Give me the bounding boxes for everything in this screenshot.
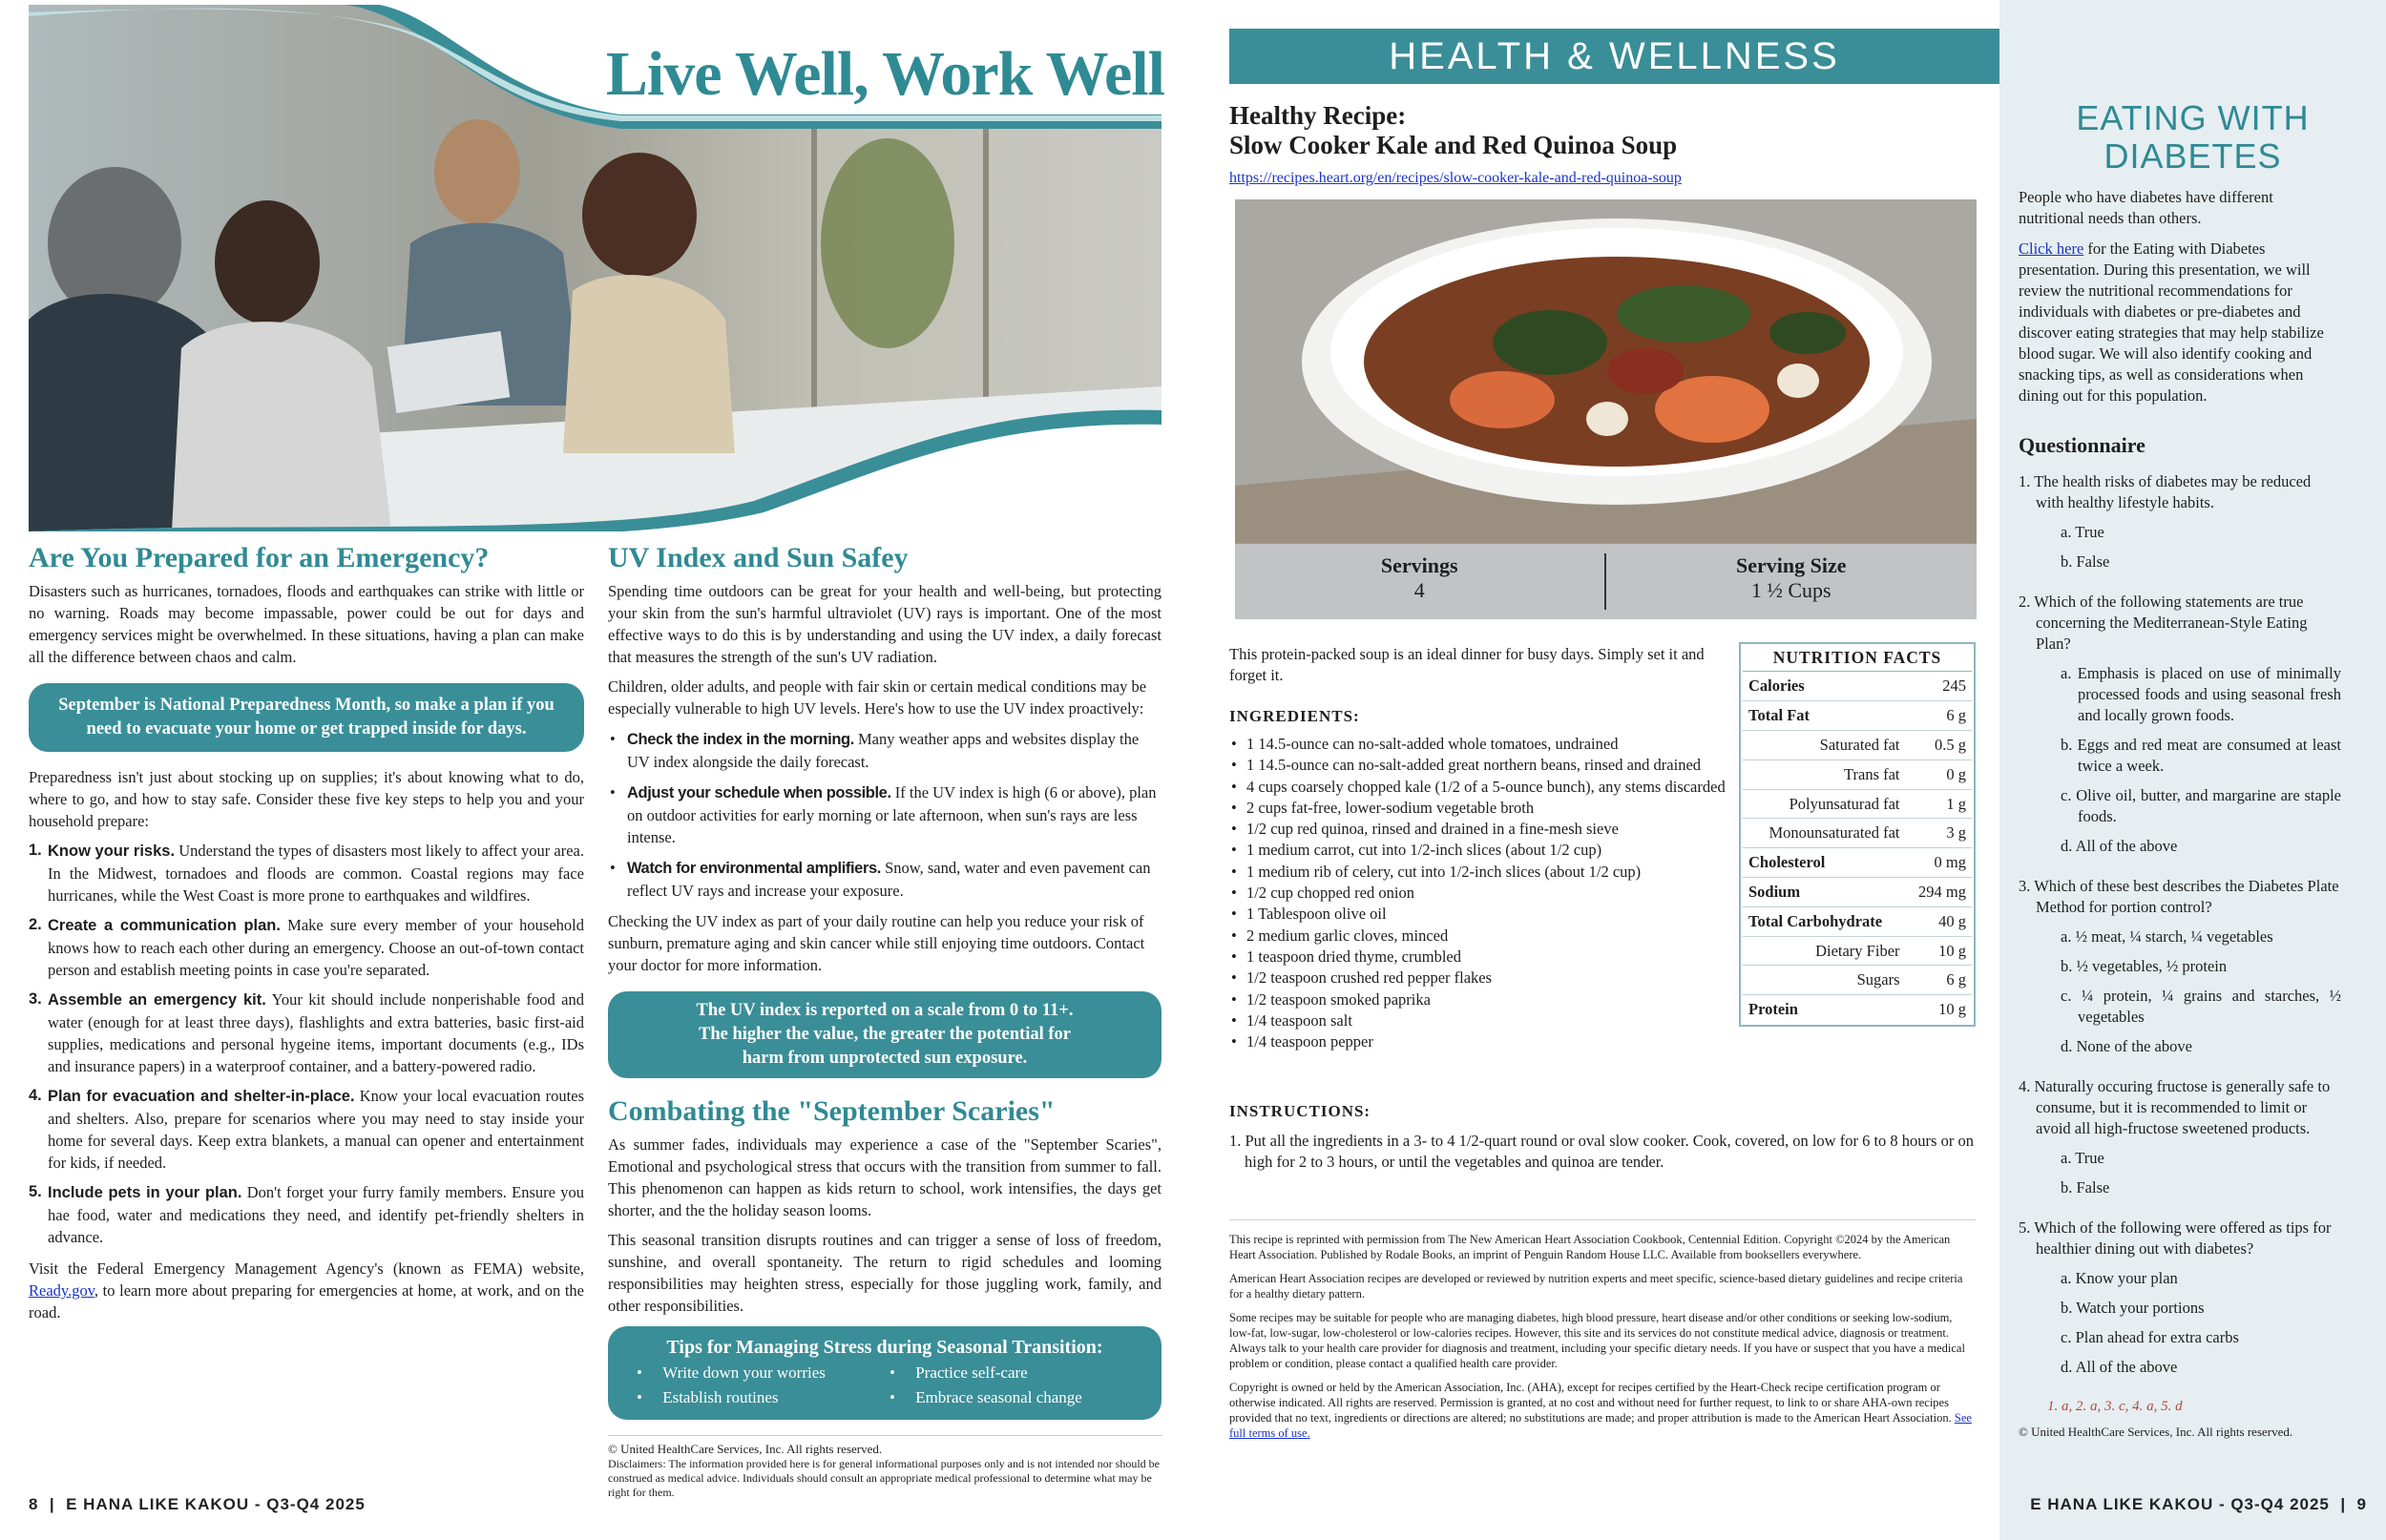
recipe-name: Slow Cooker Kale and Red Quinoa Soup — [1229, 131, 1678, 159]
left-footer: 8 | E HANA LIKE KAKOU - Q3-Q4 2025 — [29, 1495, 366, 1513]
serving-size-box — [1606, 544, 1978, 619]
question-text: 2. Which of the following statements are true concerning the Mediterranean-Style Eating Plan? — [2019, 593, 2308, 653]
ingredients-list — [1229, 734, 1726, 1052]
question-text: 3. Which of these best describes the Diabetes Plate Method for portion control? — [2019, 877, 2339, 916]
ingredient-item: • 1/2 cup red quinoa, rinsed and drained in a fine-mesh sieve — [1229, 819, 1726, 840]
stress-tips-list — [627, 1361, 1142, 1410]
nutrition-label: Cholesterol — [1743, 848, 1906, 878]
emergency-intro: Disasters such as hurricanes, tornadoes, floods and earthquakes can strike with little or no warning. Roads may become impassable, power could be out for days and emergency services might be overwhelmed. In these situations, having a plan can make all the difference between chaos and calm. — [29, 582, 584, 666]
uv-section — [608, 542, 1162, 1500]
step-item: 3. Assemble an emergency kit. Your kit should include nonperishable food and water (enough for at least three days), flashlights and extra batteries, basic first-aid supplies, medications and personal hygeine items, important documents (e.g., IDs and insurance papers) in a waterproof container, and a battery-powered radio. — [29, 990, 585, 1075]
servings-box — [1235, 553, 1606, 610]
uv-p1: Spending time outdoors can be great for your health and well-being, but protecting your skin from the sun's harmful ultraviolet (UV) rays is important. One of the most effective ways to do this is by understanding and using the UV index, a daily forecast that measures the strength of the sun's UV radiation. — [608, 582, 1162, 666]
stress-tips-title: Tips for Managing Stress during Seasonal Transition: — [666, 1337, 1103, 1358]
tip-item: • Practice self-care — [890, 1363, 1028, 1382]
ingredient-item: • 1/2 teaspoon smoked paprika — [1229, 989, 1726, 1010]
step-item: 5. Include pets in your plan. Don't forget your furry family members. Ensure you hae food, water and medications they need, and identify pet-friendly shelters in advance. — [29, 1183, 584, 1246]
ingredient-item: • 1 medium carrot, cut into 1/2-inch slices (about 1/2 cup) — [1229, 840, 1726, 861]
nutrition-row — [1743, 760, 1972, 789]
ingredient-item: • 2 cups fat-free, lower-sodium vegetable broth — [1229, 798, 1726, 819]
terms-of-use-link[interactable]: See full terms of use. — [1229, 1411, 1972, 1440]
question-item — [2019, 592, 2341, 857]
answer-option[interactable]: d. All of the above — [2061, 1358, 2178, 1376]
nutrition-row — [1743, 966, 1972, 995]
sidebar-intro: People who have diabetes have different nutritional needs than others. — [2019, 188, 2273, 227]
fine-print-3: Some recipes may be suitable for people who are managing diabetes, high blood pressure, heart disease and/or other conditions or seeking low-sodium, low-fat, low-sugar, low-cholesterol or low-calories recipes. However, this site and its services do not constitute medical advice, diagnosis or treatment. Always talk to your health care provider for diagnosis and treatment, including your specific dietary needs. If you have or suspect that you have a medical problem or condition, please contact a qualified health care provider. — [1229, 1311, 1965, 1370]
uv-callout: The UV index is reported on a scale from 0 to 11+. The higher the value, the greater the potential for harm from unprotected sun exposure. — [608, 991, 1162, 1078]
click-here-link[interactable]: Click here — [2019, 239, 2084, 258]
ingredient-item: • 2 medium garlic cloves, minced — [1229, 926, 1726, 947]
servings-label: Servings — [1380, 553, 1458, 577]
uv-bullets — [608, 728, 1162, 902]
nutrition-label: Monounsaturated fat — [1743, 819, 1906, 848]
instructions-heading: INSTRUCTIONS: — [1229, 1102, 1371, 1120]
step-item: 2. Create a communication plan. Make sure every member of your household knows how to reach each other during an emergency. Choose an out-of-town contact person and establish meeting points in case you're separated. — [29, 916, 584, 979]
nutrition-row — [1743, 672, 1972, 701]
uv-p2: Children, older adults, and people with fair skin or certain medical conditions may be especially vulnerable to high UV levels. Here's how to use the UV index proactively: — [608, 677, 1147, 718]
nutrition-value: 3 g — [1906, 819, 1972, 848]
nutrition-value: 6 g — [1906, 966, 1972, 995]
question-text: 4. Naturally occuring fructose is generally safe to consume, but it is recommended to limit or avoid all high-fructose sweetened products. — [2019, 1077, 2331, 1137]
nutrition-value: 0 mg — [1906, 848, 1972, 878]
ingredient-item: • 1 14.5-ounce can no-salt-added great northern beans, rinsed and drained — [1229, 755, 1726, 776]
nutrition-label: Total Carbohydrate — [1743, 906, 1906, 936]
question-text: 1. The health risks of diabetes may be reduced with healthy lifestyle habits. — [2019, 472, 2312, 511]
nutrition-row — [1743, 995, 1972, 1025]
ingredient-item: • 1 teaspoon dried thyme, crumbled — [1229, 947, 1726, 968]
nutrition-label: Sodium — [1743, 878, 1906, 907]
nutrition-value: 0.5 g — [1906, 731, 1972, 760]
answer-option[interactable]: b. False — [2061, 552, 2110, 571]
preparedness-callout: September is National Preparedness Month, so make a plan if you need to evacuate your home or get trapped inside for days. — [29, 683, 584, 752]
answer-option[interactable]: c. Olive oil, butter, and margarine are staple foods. — [2061, 786, 2341, 825]
recipe-url-link[interactable]: https://recipes.heart.org/en/recipes/slow-cooker-kale-and-red-quinoa-soup — [1229, 170, 1682, 186]
serving-size-label: Serving Size — [1736, 553, 1847, 577]
nutrition-value: 10 g — [1906, 936, 1972, 966]
fine-print-4: Copyright is owned or held by the American Association, Inc. (AHA), except for recipes certified by the Heart-Check recipe certification program or otherwise indicated. All rights are reserved. Permission is granted, at no cost and without need for further request, to link to or share AHA-own recipes provided that no text, ingredients or directions are altered; no substitutions are made; and proper attribution is made to the American Heart Association. See full terms of use. — [1229, 1381, 1972, 1440]
answer-option[interactable]: a. True — [2061, 523, 2104, 541]
nutrition-row — [1743, 789, 1972, 819]
nutrition-label: Calories — [1743, 672, 1906, 701]
questionnaire-heading: Questionnaire — [2019, 433, 2145, 457]
recipe-body — [1229, 644, 1726, 1052]
nutrition-facts-panel — [1739, 642, 1976, 1027]
instructions-section — [1229, 1102, 1976, 1173]
uv-bullet: • Watch for environmental amplifiers. Snow, sand, water and even pavement can reflect UV rays and increase your exposure. — [608, 857, 1162, 902]
sidebar-title: EATING WITH DIABETES — [2076, 98, 2310, 176]
left-copyright: © United HealthCare Services, Inc. All rights reserved. — [608, 1442, 883, 1456]
nutrition-row — [1743, 906, 1972, 936]
emergency-heading: Are You Prepared for an Emergency? — [29, 542, 490, 573]
emergency-p2: Preparedness isn't just about stocking up on supplies; it's about knowing what to do, where to go, and how to stay safe. Consider these five key steps to help you and your household prepare: — [29, 768, 584, 830]
preparedness-steps — [29, 840, 584, 1248]
sidebar-content — [2019, 187, 2341, 1440]
answer-option[interactable]: b. Watch your portions — [2061, 1299, 2205, 1317]
nutrition-label: Total Fat — [1743, 701, 1906, 731]
question-item — [2019, 1076, 2341, 1198]
fine-print-2: American Heart Association recipes are developed or reviewed by nutrition experts and meet specific, science-based dietary guidelines and recipe criteria for a healthy dietary pattern. — [1229, 1272, 1963, 1301]
recipe-fine-print — [1229, 1219, 1976, 1441]
nutrition-row — [1743, 701, 1972, 731]
step-item: 1. Know your risks. Understand the types of disasters most likely to affect your area. In the Midwest, tornadoes and floods are common. Coastal regions may face hurricanes, while the West Coast is more prone to earthquakes and wildfires. — [29, 842, 585, 905]
uv-p3: Checking the UV index as part of your daily routine can help you reduce your risk of sunburn, premature aging and skin cancer while still enjoying time outdoors. Contact your doctor for more information. — [608, 912, 1145, 974]
ingredient-item: • 1/2 cup chopped red onion — [1229, 883, 1726, 904]
question-item — [2019, 876, 2341, 1057]
recipe-intro: This protein-packed soup is an ideal dinner for busy days. Simply set it and forget it. — [1229, 645, 1705, 684]
ingredient-item: • 1/2 teaspoon crushed red pepper flakes — [1229, 968, 1726, 989]
emergency-section — [29, 542, 584, 1323]
nutrition-value: 0 g — [1906, 760, 1972, 789]
tip-item: • Write down your worries — [637, 1363, 826, 1382]
uv-heading: UV Index and Sun Safey — [608, 542, 909, 573]
nutrition-value: 245 — [1906, 672, 1972, 701]
nutrition-row — [1743, 936, 1972, 966]
answer-option[interactable]: a. Know your plan — [2061, 1269, 2178, 1287]
nutrition-label: Protein — [1748, 1000, 1798, 1019]
nutrition-label: Polyunsaturad fat — [1743, 789, 1906, 819]
page-title: Live Well, Work Well — [605, 39, 1164, 109]
recipe-header — [1229, 101, 1983, 187]
nutrition-label: Dietary Fiber — [1743, 936, 1906, 966]
nutrition-label: Sugars — [1743, 966, 1906, 995]
nutrition-row — [1743, 848, 1972, 878]
nutrition-label: Saturated fat — [1743, 731, 1906, 760]
fema-paragraph: Visit the Federal Emergency Management Agency's (known as FEMA) website, Ready.gov, to learn more about preparing for emergencies at home, at work, and on the road. — [29, 1259, 584, 1321]
section-banner: HEALTH & WELLNESS — [1229, 29, 1999, 84]
answer-option[interactable]: a. Emphasis is placed on use of minimally processed foods and using seasonal fresh and locally grown foods. — [2061, 664, 2341, 724]
answer-option[interactable]: c. Plan ahead for extra carbs — [2061, 1328, 2239, 1346]
ingredient-item: • 1 14.5-ounce can no-salt-added whole tomatoes, undrained — [1229, 734, 1726, 755]
stress-tips-box — [608, 1326, 1162, 1420]
answer-key: 1. a, 2. a, 3. c, 4. a, 5. d — [2047, 1399, 2183, 1414]
answer-option[interactable]: d. All of the above — [2061, 837, 2178, 855]
question-item — [2019, 1217, 2341, 1378]
ready-gov-link[interactable]: Ready.gov — [29, 1281, 94, 1300]
nutrition-table — [1743, 672, 1972, 1025]
scaries-p1: As summer fades, individuals may experience a case of the "September Scaries", Emotional and psychological stress that occurs with the transition from summer to fall. This phenomenon can happen as kids return to school, work intensifies, the days get shorter, and the the holiday season looms. — [608, 1135, 1162, 1219]
nutrition-value: 1 g — [1906, 789, 1972, 819]
ingredients-heading: INGREDIENTS: — [1229, 707, 1360, 725]
recipe-label: Healthy Recipe: — [1229, 101, 1407, 130]
tip-item: • Establish routines — [637, 1388, 779, 1406]
questionnaire — [2019, 471, 2341, 1378]
question-item — [2019, 471, 2341, 572]
tip-item: • Embrace seasonal change — [890, 1388, 1082, 1406]
nutrition-value: 40 g — [1906, 906, 1972, 936]
answer-option[interactable]: a. True — [2061, 1149, 2104, 1167]
uv-bullet: • Adjust your schedule when possible. If the UV index is high (6 or above), plan on outdoor activities for early morning or late afternoon, when sun's rays are less intense. — [608, 781, 1162, 848]
uv-bullet: • Check the index in the morning. Many weather apps and websites display the UV index alongside the daily forecast. — [608, 728, 1162, 773]
nutrition-value: 6 g — [1906, 701, 1972, 731]
right-footer: E HANA LIKE KAKOU - Q3-Q4 2025 | 9 — [2030, 1495, 2367, 1513]
fine-print-1: This recipe is reprinted with permission from The New American Heart Association Cookbook, Centennial Edition. Copyright ©2024 by the American Heart Association. Published by Rodale Books, an imprint of Penguin Random House LLC. Available from booksellers everywhere. — [1229, 1233, 1951, 1261]
nutrition-value: 294 mg — [1906, 878, 1972, 907]
answer-option[interactable]: b. ½ vegetables, ½ protein — [2061, 957, 2228, 975]
answer-option[interactable]: a. ½ meat, ¼ starch, ¼ vegetables — [2061, 927, 2273, 946]
step-item: 4. Plan for evacuation and shelter-in-place. Know your local evacuation routes and shelters. Also, prepare for scenarios where you may need to stay inside your home for several days. Keep extra blankets, a manual can opener and entertainment for kids, if needed. — [29, 1087, 584, 1172]
nutrition-row — [1743, 819, 1972, 848]
nutrition-row — [1743, 878, 1972, 907]
answer-option[interactable]: b. False — [2061, 1178, 2110, 1197]
answer-option[interactable]: d. None of the above — [2061, 1037, 2192, 1055]
servings-bar — [1235, 544, 1977, 619]
ingredient-item: • 1/4 teaspoon salt — [1229, 1010, 1726, 1031]
nutrition-value: 10 g — [1938, 1000, 1966, 1019]
sidebar-presentation: Click here for the Eating with Diabetes presentation. During this presentation, we will review the nutritional recommendations for individuals with diabetes or pre-diabetes and discover eating strategies that may help stabilize blood sugar. We will also identify cooking and snacking tips, as well as considerations when dining out for this population. — [2019, 239, 2324, 405]
answer-option[interactable]: b. Eggs and red meat are consumed at least twice a week. — [2061, 736, 2341, 775]
serving-size-value: 1 ½ Cups — [1750, 578, 1831, 602]
scaries-heading: Combating the "September Scaries" — [608, 1095, 1056, 1127]
ingredient-item: • 1/4 teaspoon pepper — [1229, 1031, 1726, 1052]
nutrition-label: Trans fat — [1743, 760, 1906, 789]
question-text: 5. Which of the following were offered as tips for healthier dining out with diabetes? — [2019, 1218, 2332, 1258]
ingredient-item: • 1 Tablespoon olive oil — [1229, 904, 1726, 925]
ingredient-item: • 4 cups coarsely chopped kale (1/2 of a 5-ounce bunch), any stems discarded — [1229, 777, 1726, 798]
answer-option[interactable]: c. ¼ protein, ¼ grains and starches, ½ vegetables — [2061, 987, 2341, 1026]
nutrition-title: NUTRITION FACTS — [1743, 644, 1972, 672]
left-disclaimer: Disclaimers: The information provided here is for general informational purposes only and is not intended nor should be construed as medical advice. Individuals should consult an appropriate medical professional to determine what may be right for them. — [608, 1457, 1160, 1499]
scaries-p2: This seasonal transition disrupts routines and can trigger a sense of loss of freedom, sunshine, and overall spontaneity. The return to rigid schedules and looming responsibilities may heighten stress, especially for those juggling work, family, and other responsibilities. — [608, 1231, 1162, 1315]
ingredient-item: • 1 medium rib of celery, cut into 1/2-inch slices (about 1/2 cup) — [1229, 862, 1726, 883]
sidebar-copyright: © United HealthCare Services, Inc. All rights reserved. — [2019, 1425, 2293, 1439]
nutrition-row — [1743, 731, 1972, 760]
instruction-step: 1. Put all the ingredients in a 3- to 4 1/2-quart round or oval slow cooker. Cook, covered, on low for 6 to 8 hours or on high for 2 to 3 hours, or until the vegetables and quinoa are tender. — [1229, 1132, 1974, 1171]
servings-value: 4 — [1413, 578, 1425, 602]
